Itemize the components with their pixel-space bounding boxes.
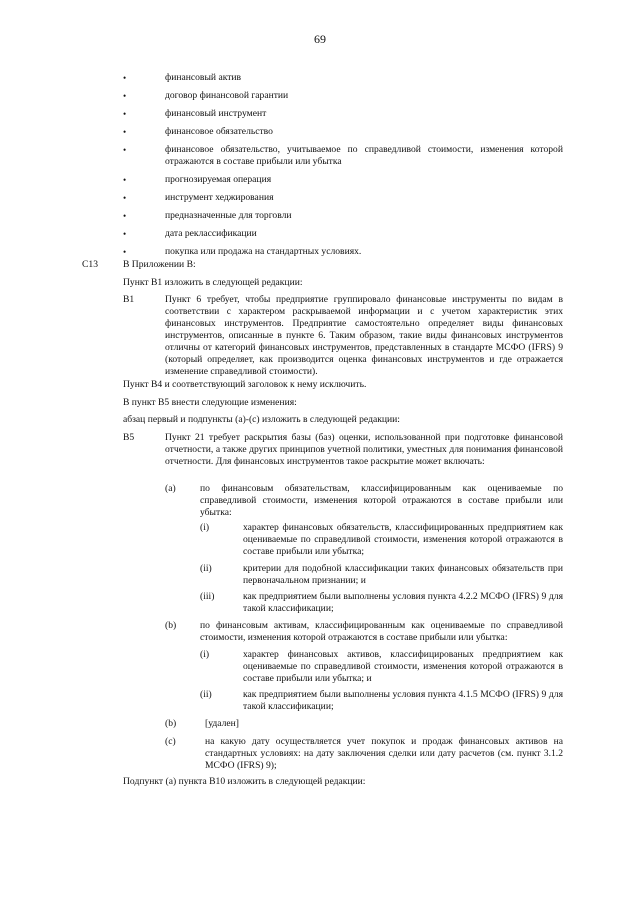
list-item-text: инструмент хеджирования bbox=[165, 192, 274, 203]
section-c13-text: В Приложении В: bbox=[123, 259, 196, 270]
item-a-label: (a) bbox=[165, 483, 176, 494]
b1-intro: Пункт В1 изложить в следующей редакции: bbox=[123, 277, 303, 288]
b5-intro: В пункт В5 внести следующие изменения: bbox=[123, 397, 297, 408]
page-number: 69 bbox=[314, 32, 326, 46]
item-b-text: по финансовым активам, классифицированным как оцениваемые по справедливой стоимости, изменения которой отражаются в составе прибыли или убытка: bbox=[200, 620, 563, 643]
bullet-icon: • bbox=[123, 145, 127, 155]
b4-line: Пункт В4 и соответствующий заголовок к нему исключить. bbox=[123, 379, 367, 390]
item-b-i-label: (i) bbox=[200, 649, 210, 660]
list-item bbox=[123, 192, 563, 204]
item-b-deleted-text: [удален] bbox=[205, 718, 239, 729]
b5-paragraph: Пункт 21 требует раскрытия базы (баз) оценки, использованной при подготовке финансовой отчетности, а также других принципов учетной политики, уместных для понимания финансовой отчетности. Для финансовых инструментов такое раскрытие может включать: bbox=[165, 432, 563, 467]
item-a-i-label: (i) bbox=[200, 522, 210, 533]
list-item-text: финансовый актив bbox=[165, 72, 242, 83]
list-item bbox=[123, 210, 563, 222]
list-item bbox=[123, 174, 563, 186]
list-item-text: покупка или продажа на стандартных условиях. bbox=[165, 246, 362, 257]
item-a-ii-text: критерии для подобной классификации таких финансовых обязательств при первоначальном признании; и bbox=[243, 563, 563, 586]
b5-paragraph-intro: абзац первый и подпункты (а)-(с) изложить в следующей редакции: bbox=[123, 414, 400, 425]
item-b-label: (b) bbox=[165, 620, 177, 631]
item-a-ii-label: (ii) bbox=[200, 563, 212, 574]
list-item bbox=[123, 228, 563, 240]
b10-line: Подпункт (а) пункта В10 изложить в следующей редакции: bbox=[123, 776, 366, 787]
item-b-ii-label: (ii) bbox=[200, 689, 212, 700]
list-item-text: дата реклассификации bbox=[165, 228, 257, 239]
item-b-ii-text: как предприятием были выполнены условия пункта 4.1.5 МСФО (IFRS) 9 для такой классификации; bbox=[243, 689, 563, 712]
item-c-text: на какую дату осуществляется учет покупок и продаж финансовых активов на стандартных условиях: на дату заключения сделки или дату расчетов (см. пункт 3.1.2 МСФО (IFRS) 9); bbox=[205, 736, 563, 771]
bullet-icon: • bbox=[123, 175, 127, 185]
list-item bbox=[123, 144, 563, 168]
list-item-text: договор финансовой гарантии bbox=[165, 90, 289, 101]
list-item bbox=[123, 246, 563, 258]
list-item-text: финансовое обязательство, учитываемое по справедливой стоимости, изменения которой отражаются в составе прибыли или убытка bbox=[165, 144, 563, 167]
list-item-text: финансовое обязательство bbox=[165, 126, 273, 137]
bullet-icon: • bbox=[123, 109, 127, 119]
list-item-text: прогнозируемая операция bbox=[165, 174, 272, 185]
bullet-icon: • bbox=[123, 91, 127, 101]
list-item bbox=[123, 72, 563, 84]
list-item bbox=[123, 90, 563, 102]
item-a-text: по финансовым обязательствам, классифицированным как оцениваемые по справедливой стоимости, изменения которой отражаются в составе прибыли или убытка: bbox=[200, 483, 563, 518]
list-item bbox=[123, 126, 563, 138]
b1-label: В1 bbox=[123, 294, 135, 305]
bullet-icon: • bbox=[123, 211, 127, 221]
b1-paragraph: Пункт 6 требует, чтобы предприятие группировало финансовые инструменты по видам в соответствии с характером раскрываемой информации и с учетом характеристик этих финансовых инструментов. Предприятие самостоятельно определяет виды финансовых инструментов, описанные в пункте 6. Таким образом, такие виды финансовых инструментов отличны от категорий финансовых инструментов, представленных в стандарте МСФО (IFRS) 9 (который определяет, как производится оценка финансовых инструментов и где отражается изменение справедливой стоимости). bbox=[165, 294, 563, 377]
item-c-label: (c) bbox=[165, 736, 176, 747]
list-item-text: предназначенные для торговли bbox=[165, 210, 292, 221]
item-a-iii-text: как предприятием были выполнены условия пункта 4.2.2 МСФО (IFRS) 9 для такой классификации; bbox=[243, 591, 563, 614]
bullet-icon: • bbox=[123, 193, 127, 203]
section-label-c13: C13 bbox=[82, 259, 98, 270]
b5-label: В5 bbox=[123, 432, 135, 443]
bullet-icon: • bbox=[123, 73, 127, 83]
item-a-i-text: характер финансовых обязательств, классифицированных предприятием как оцениваемые по справедливой стоимости, изменения которой отражаются в составе прибыли или убытка; bbox=[243, 522, 563, 557]
item-a-iii-label: (iii) bbox=[200, 591, 215, 602]
bullet-icon: • bbox=[123, 229, 127, 239]
item-b-i-text: характер финансовых активов, классифицированых предприятием как оцениваемые по справедливой стоимости, изменения которой отражаются в составе прибыли или убытка; и bbox=[243, 649, 563, 684]
item-b-deleted-label: (b) bbox=[165, 718, 177, 729]
bullet-icon: • bbox=[123, 247, 127, 257]
definitions-bullet-list bbox=[123, 72, 563, 264]
bullet-icon: • bbox=[123, 127, 127, 137]
list-item bbox=[123, 108, 563, 120]
list-item-text: финансовый инструмент bbox=[165, 108, 267, 119]
